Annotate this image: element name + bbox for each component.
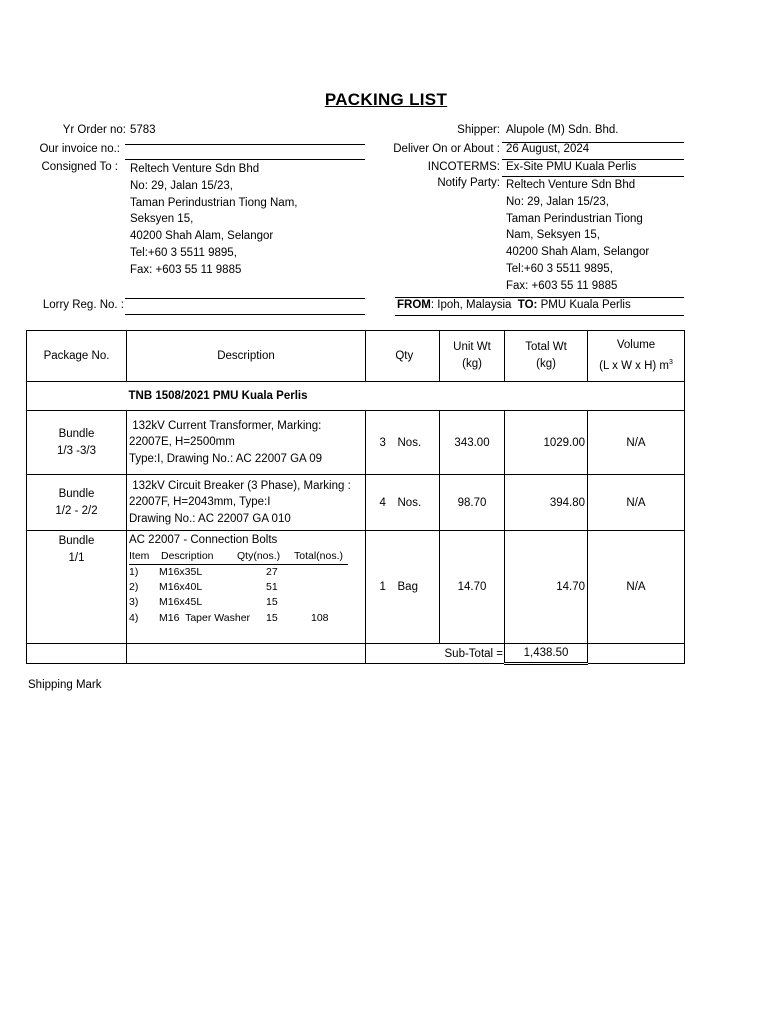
- bolts-title: AC 22007 - Connection Bolts: [129, 534, 278, 546]
- description-line: Type:I, Drawing No.: AC 22007 GA 09: [129, 452, 323, 465]
- from-to-line: [397, 299, 631, 311]
- package-cell: [27, 531, 127, 644]
- to-value: PMU Kuala Perlis: [540, 299, 631, 311]
- consignee-line: 40200 Shah Alam, Selangor: [130, 230, 274, 243]
- unit-wt-value: 98.70: [440, 475, 505, 531]
- notify-line: Taman Perindustrian Tiong: [506, 212, 643, 225]
- lorry-top-underline: [125, 298, 365, 299]
- package-cell: [27, 475, 127, 531]
- sub-item-row: [129, 595, 365, 610]
- sub-header-total: Total(nos.): [294, 549, 344, 562]
- table-header-row: [27, 331, 685, 382]
- description-line: Drawing No.: AC 22007 GA 010: [129, 512, 291, 525]
- incoterms-label: INCOTERMS:: [427, 161, 500, 173]
- notify-line: No: 29, Jalan 15/23,: [506, 195, 609, 208]
- bolts-sublist: [129, 549, 365, 626]
- unit-wt-header-line2: (kg): [462, 358, 482, 370]
- volume-header-line1: Volume: [616, 339, 656, 352]
- sub-item-number: 2): [129, 581, 139, 594]
- subtotal-value: 1,438.50: [505, 644, 588, 664]
- consignee-line: Taman Perindustrian Tiong Nam,: [130, 196, 298, 209]
- from-bottom-underline: [395, 315, 684, 316]
- description-cell: [127, 531, 366, 644]
- sub-item-desc: M16x40L: [159, 581, 203, 594]
- order-no-value: 5783: [130, 124, 156, 136]
- sub-item-qty: 27: [266, 565, 278, 578]
- total-wt-value: 394.80: [505, 475, 588, 531]
- from-top-underline: [395, 297, 684, 298]
- volume-value: N/A: [588, 531, 685, 644]
- col-header-volume: [588, 331, 685, 382]
- sub-item-desc: M16x35L: [159, 565, 203, 578]
- description-line: 132kV Current Transformer, Marking:: [129, 419, 322, 432]
- total-wt-value: 14.70: [505, 531, 588, 644]
- sub-header-desc: Description: [161, 549, 214, 562]
- section-title-row: [27, 382, 685, 411]
- consignee-line: Tel:+60 3 5511 9895,: [130, 246, 237, 259]
- description-cell: [127, 411, 366, 475]
- deliver-value: 26 August, 2024: [506, 143, 590, 155]
- subtotal-empty-cell: [588, 644, 685, 664]
- incoterms-value: Ex-Site PMU Kuala Perlis: [506, 161, 637, 173]
- lorry-reg-label: Lorry Reg. No. :: [42, 299, 124, 311]
- description-line: 22007E, H=2500mm: [129, 436, 235, 449]
- lorry-bottom-underline: [125, 314, 365, 315]
- deliver-label: Deliver On or About :: [393, 143, 500, 155]
- sub-item-number: 1): [129, 565, 139, 578]
- notify-party-label: Notify Party:: [437, 177, 500, 189]
- sub-header-qty: Qty(nos.): [237, 549, 281, 562]
- shipper-value: Alupole (M) Sdn. Bhd.: [506, 124, 619, 136]
- notify-line: Tel:+60 3 5511 9895,: [506, 262, 613, 275]
- subtotal-row: [27, 644, 685, 664]
- col-header-package: Package No.: [27, 331, 127, 382]
- deliver-underline: [502, 159, 684, 160]
- package-line2: 1/2 - 2/2: [55, 504, 98, 517]
- order-no-underline: [125, 144, 365, 145]
- unit-wt-header-line1: Unit Wt: [453, 341, 491, 353]
- sub-item-desc: M16 Taper Washer: [159, 611, 251, 624]
- to-label: TO:: [517, 299, 538, 311]
- unit-wt-value: 343.00: [440, 411, 505, 475]
- consignee-line: Reltech Venture Sdn Bhd: [130, 163, 260, 175]
- volume-unit-superscript: 3: [668, 359, 673, 367]
- subtotal-label: Sub-Total =: [398, 644, 505, 664]
- qty-unit: Bag: [398, 531, 440, 644]
- volume-value: N/A: [588, 475, 685, 531]
- qty-value: 4: [370, 475, 398, 531]
- unit-wt-value: 14.70: [440, 531, 505, 644]
- sub-item-qty: 51: [266, 581, 278, 594]
- sub-header-item: Item: [129, 549, 150, 562]
- notify-line: Fax: +603 55 11 9885: [506, 279, 618, 292]
- description-line: 22007F, H=2043mm, Type:I: [129, 496, 271, 509]
- total-wt-header-line2: (kg): [536, 358, 556, 370]
- qty-unit: Nos.: [398, 475, 440, 531]
- subtotal-empty-cell: [127, 644, 366, 664]
- package-line2: 1/1: [68, 552, 85, 564]
- sub-item-desc: M16x45L: [159, 596, 203, 609]
- notify-line: 40200 Shah Alam, Selangor: [506, 246, 650, 259]
- notify-line: Reltech Venture Sdn Bhd: [506, 179, 636, 191]
- total-wt-header-line1: Total Wt: [525, 341, 567, 353]
- consignee-line: Fax: +603 55 11 9885: [130, 263, 242, 276]
- invoice-no-label: Our invoice no.:: [39, 143, 120, 155]
- sub-item-row: [129, 565, 365, 580]
- sub-item-qty: 15: [266, 611, 278, 624]
- package-line1: Bundle: [58, 488, 95, 500]
- consigned-to-label: Consigned To :: [41, 161, 118, 173]
- table-row: [27, 475, 685, 531]
- notify-line: Nam, Seksyen 15,: [506, 229, 600, 242]
- volume-header-line2: [588, 354, 684, 375]
- from-value: : Ipoh, Malaysia: [430, 299, 512, 311]
- volume-value: N/A: [588, 411, 685, 475]
- qty-unit: Nos.: [398, 411, 440, 475]
- notify-party-address: [506, 177, 649, 295]
- from-label: FROM: [397, 299, 431, 311]
- table-row: [27, 411, 685, 475]
- consignee-line: Seksyen 15,: [130, 213, 194, 226]
- qty-value: 3: [370, 411, 398, 475]
- sub-item-row: [129, 611, 365, 626]
- sub-item-qty: 15: [266, 596, 278, 609]
- sub-item-number: 4): [129, 611, 139, 624]
- description-line: 132kV Circuit Breaker (3 Phase), Marking :: [129, 479, 351, 492]
- order-no-label: Yr Order no:: [62, 124, 126, 136]
- volume-unit: (L x W x H) m: [599, 359, 669, 372]
- col-header-total-wt: [505, 331, 588, 382]
- sub-item-row: [129, 580, 365, 595]
- qty-value: 1: [370, 531, 398, 644]
- package-line1: Bundle: [58, 428, 95, 440]
- bolts-sub-header: [129, 549, 348, 565]
- sub-item-number: 3): [129, 596, 139, 609]
- sub-item-total: 108: [311, 611, 329, 624]
- shipping-mark-label: Shipping Mark: [28, 679, 102, 691]
- col-header-unit-wt: [440, 331, 505, 382]
- package-line2: 1/3 -3/3: [57, 444, 96, 457]
- consignee-line: No: 29, Jalan 15/23,: [130, 179, 233, 192]
- consignee-address: [130, 161, 297, 279]
- page-title: PACKING LIST: [324, 90, 448, 109]
- description-cell: [127, 475, 366, 531]
- col-header-qty: Qty: [370, 331, 440, 382]
- section-title: TNB 1508/2021 PMU Kuala Perlis: [127, 382, 685, 411]
- packing-table: [26, 330, 685, 665]
- invoice-no-underline: [125, 159, 365, 160]
- total-wt-value: 1029.00: [505, 411, 588, 475]
- package-line1: Bundle: [58, 535, 95, 547]
- col-header-description: Description: [127, 331, 366, 382]
- section-empty-cell: [27, 382, 127, 411]
- table-row: [27, 531, 685, 644]
- subtotal-empty-cell: [27, 644, 127, 664]
- package-cell: [27, 411, 127, 475]
- shipper-label: Shipper:: [457, 124, 500, 136]
- subtotal-empty-cell: [370, 644, 398, 664]
